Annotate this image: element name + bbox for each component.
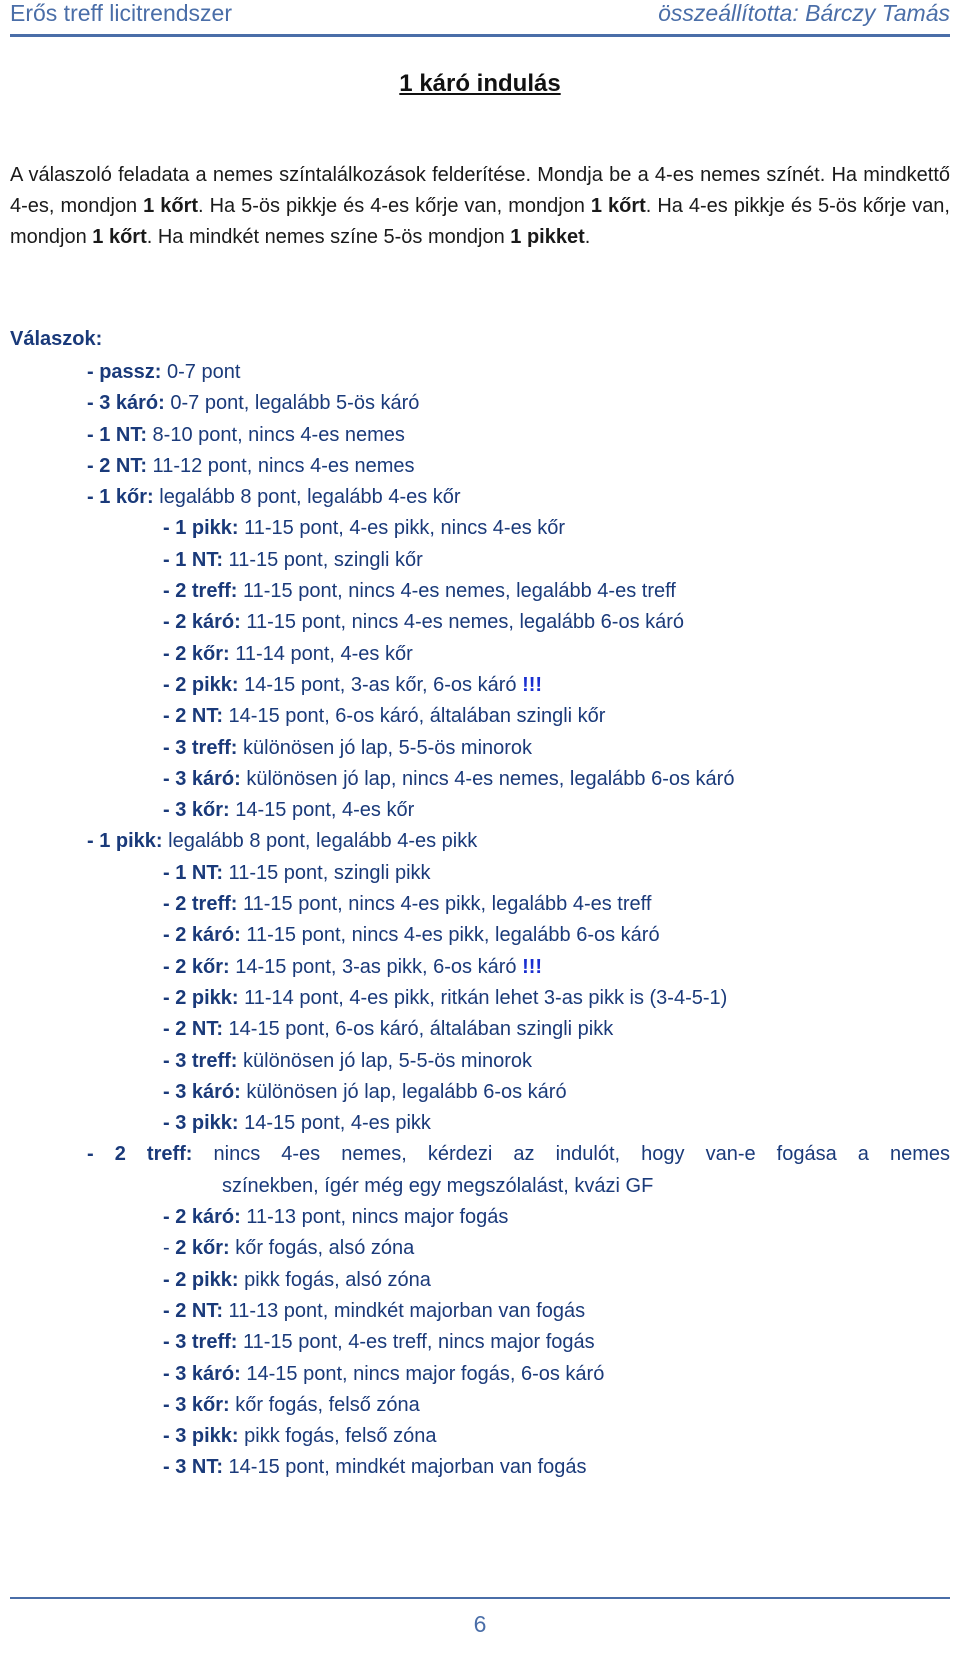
- bid-description: 11-14 pont, 4-es pikk, ritkán lehet 3-as pikk is (3-4-5-1): [238, 986, 728, 1009]
- bid-description: nincs 4-es nemes, kérdezi az indulót, hogy van-e fogása a nemes: [192, 1143, 950, 1166]
- bid-line: [0, 1108, 960, 1139]
- bid-line: [0, 889, 960, 920]
- bid-line: [0, 513, 960, 544]
- bid-label: - 1 kőr:: [87, 486, 154, 509]
- intro-bid-highlight: 1 kőrt: [92, 226, 147, 248]
- bid-line: [0, 388, 960, 419]
- bid-line: [0, 983, 960, 1014]
- bid-label: - 2 treff:: [163, 580, 238, 603]
- intro-paragraph: [10, 160, 950, 253]
- bid-description: kőr fogás, felső zóna: [229, 1393, 420, 1416]
- bid-line: [0, 1202, 960, 1233]
- bid-label: - passz:: [87, 361, 162, 383]
- bid-label: - 3 káró:: [163, 1080, 241, 1103]
- bid-line: [0, 1014, 960, 1045]
- bid-description: 11-15 pont, nincs 4-es pikk, legalább 4-es treff: [237, 893, 652, 916]
- bid-label: - 3 treff:: [163, 1331, 238, 1354]
- bid-line: [0, 858, 960, 889]
- bid-response-list: [0, 357, 960, 1484]
- page-header: [10, 0, 950, 37]
- bid-label: - 2 kőr:: [163, 642, 230, 665]
- bid-line: [0, 1139, 960, 1202]
- bid-label: - 3 káró:: [87, 392, 165, 415]
- bid-line: [0, 1233, 960, 1264]
- bid-description: legalább 8 pont, legalább 4-es kőr: [153, 486, 461, 509]
- bid-line: [0, 420, 960, 451]
- bid-line: [0, 451, 960, 482]
- bid-label: - 2 káró:: [163, 924, 241, 947]
- intro-text: . Ha mindkét nemes színe 5-ös mondjon: [146, 226, 511, 248]
- bid-description: 11-14 pont, 4-es kőr: [229, 642, 413, 665]
- bid-description: legalább 8 pont, legalább 4-es pikk: [162, 830, 478, 853]
- bid-line: [0, 1327, 960, 1358]
- bid-label: - 3 kőr:: [163, 1393, 230, 1416]
- bid-line: [0, 826, 960, 857]
- bid-line: [0, 545, 960, 576]
- bid-description: 14-15 pont, 6-os káró, általában szingli kőr: [223, 705, 606, 728]
- bid-label: - 1 pikk:: [163, 517, 239, 540]
- intro-text: . Ha 4-es pikkje és 5-ös kőrje van, mondjon: [10, 195, 950, 248]
- bid-line: [0, 1390, 960, 1421]
- bid-description-continued: színekben, ígér még egy megszólalást, kvázi GF: [222, 1174, 654, 1197]
- bid-description: 14-15 pont, 4-es pikk: [238, 1112, 431, 1135]
- bid-label: - 2 káró:: [163, 611, 241, 634]
- bid-line: [0, 639, 960, 670]
- bid-description: 14-15 pont, nincs major fogás, 6-os káró: [240, 1362, 605, 1385]
- bid-label: - 1 NT:: [87, 423, 147, 446]
- section-title: 1 káró indulás: [399, 70, 561, 97]
- bid-description: különösen jó lap, nincs 4-es nemes, legalább 6-os káró: [240, 767, 735, 790]
- bid-label: - 2 treff:: [163, 893, 238, 916]
- bid-description: 14-15 pont, 6-os káró, általában szingli pikk: [223, 1018, 614, 1041]
- bid-label: - 3 kőr:: [163, 799, 230, 822]
- bid-label: - 1 NT:: [163, 548, 223, 571]
- bid-description: 11-15 pont, 4-es treff, nincs major fogás: [237, 1331, 595, 1354]
- bid-description: 0-7 pont: [161, 361, 241, 383]
- bid-label: - 3 treff:: [163, 736, 238, 759]
- bid-line: [0, 764, 960, 795]
- bid-description: 11-15 pont, szingli kőr: [223, 548, 423, 571]
- bid-description: kőr fogás, alsó zóna: [229, 1237, 415, 1260]
- bid-line: [0, 1077, 960, 1108]
- bid-line: [0, 607, 960, 638]
- warning-exclamation: !!!: [522, 673, 543, 696]
- bid-description: pikk fogás, alsó zóna: [238, 1268, 431, 1291]
- bid-description: 11-13 pont, mindkét majorban van fogás: [223, 1299, 586, 1322]
- bid-label: - 2 pikk:: [163, 1268, 239, 1291]
- bid-line: [0, 1046, 960, 1077]
- author-credit: összeállította: Bárczy Tamás: [658, 0, 950, 26]
- bid-description: különösen jó lap, 5-5-ös minorok: [237, 1049, 533, 1072]
- intro-bid-highlight: 1 kőrt: [590, 195, 646, 217]
- bid-label: - 2 NT:: [87, 454, 147, 477]
- footer-rule: [10, 1597, 950, 1599]
- bid-description: 11-13 pont, nincs major fogás: [240, 1206, 509, 1229]
- answers-heading: Válaszok:: [10, 328, 103, 350]
- bid-description: 14-15 pont, mindkét majorban van fogás: [223, 1456, 587, 1479]
- bid-line: [0, 1296, 960, 1327]
- bid-label: - 3 pikk:: [163, 1425, 239, 1448]
- intro-text: . Ha 5-ös pikkje és 4-es kőrje van, mondjon: [198, 195, 591, 217]
- bid-line: [0, 920, 960, 951]
- bid-description: 11-15 pont, nincs 4-es pikk, legalább 6-os káró: [240, 924, 660, 947]
- bid-line: [0, 357, 960, 388]
- bid-label: - 3 NT:: [163, 1456, 223, 1479]
- bid-line: [0, 670, 960, 701]
- document-title: Erős treff licitrendszer: [10, 0, 232, 26]
- bid-label: - 3 treff:: [163, 1049, 238, 1072]
- bid-label: - 1 NT:: [163, 861, 223, 884]
- intro-text: A válaszoló feladata a nemes színtalálkozások felderítése. Mondja be a 4-es nemes színét. Ha mindkettő 4-es, mondjon: [10, 164, 950, 217]
- bid-label: 2 kőr:: [175, 1237, 230, 1260]
- bid-description: 8-10 pont, nincs 4-es nemes: [147, 423, 405, 446]
- bid-label: - 3 káró:: [163, 1362, 241, 1385]
- bid-label: - 2 pikk:: [163, 673, 239, 696]
- bid-line: [0, 701, 960, 732]
- bid-label: - 3 pikk:: [163, 1112, 239, 1135]
- bid-label: - 1 pikk:: [87, 830, 163, 853]
- bid-line: [0, 482, 960, 513]
- bid-description: különösen jó lap, 5-5-ös minorok: [237, 736, 533, 759]
- intro-text: .: [584, 226, 591, 248]
- bid-line: [0, 576, 960, 607]
- bid-line: [0, 795, 960, 826]
- bid-description: pikk fogás, felső zóna: [238, 1425, 437, 1448]
- bid-line: [0, 733, 960, 764]
- intro-bid-highlight: 1 pikket: [510, 226, 585, 248]
- bid-description: 14-15 pont, 4-es kőr: [229, 799, 415, 822]
- bid-description: 14-15 pont, 3-as kőr, 6-os káró: [238, 673, 523, 696]
- bid-description: 11-15 pont, szingli pikk: [223, 861, 431, 884]
- bid-description: 11-15 pont, 4-es pikk, nincs 4-es kőr: [238, 517, 566, 540]
- bid-description: 0-7 pont, legalább 5-ös káró: [164, 392, 420, 415]
- bid-line: [0, 1421, 960, 1452]
- bid-line: [0, 1359, 960, 1390]
- bid-description: 11-12 pont, nincs 4-es nemes: [147, 454, 415, 477]
- bid-description: 11-15 pont, nincs 4-es nemes, legalább 6-os káró: [240, 611, 685, 634]
- bid-description: 14-15 pont, 3-as pikk, 6-os káró: [229, 955, 523, 978]
- page-number: 6: [473, 1611, 487, 1637]
- bid-label: - 2 pikk:: [163, 986, 239, 1009]
- bid-description: különösen jó lap, legalább 6-os káró: [240, 1080, 567, 1103]
- bid-line: [0, 952, 960, 983]
- bid-line: [0, 1265, 960, 1296]
- bid-prefix: -: [163, 1237, 176, 1260]
- bid-label: - 2 NT:: [163, 1018, 223, 1041]
- bid-label: - 3 káró:: [163, 767, 241, 790]
- bid-label: - 2 NT:: [163, 705, 223, 728]
- bid-label: - 2 kőr:: [163, 955, 230, 978]
- bid-label: - 2 NT:: [163, 1299, 223, 1322]
- bid-label: - 2 káró:: [163, 1206, 241, 1229]
- bid-description: 11-15 pont, nincs 4-es nemes, legalább 4-es treff: [237, 580, 676, 603]
- bid-line-first: [87, 1139, 950, 1170]
- bid-label: - 2 treff:: [87, 1143, 193, 1166]
- warning-exclamation: !!!: [522, 955, 543, 978]
- bid-line: [0, 1452, 960, 1483]
- intro-bid-highlight: 1 kőrt: [143, 195, 199, 217]
